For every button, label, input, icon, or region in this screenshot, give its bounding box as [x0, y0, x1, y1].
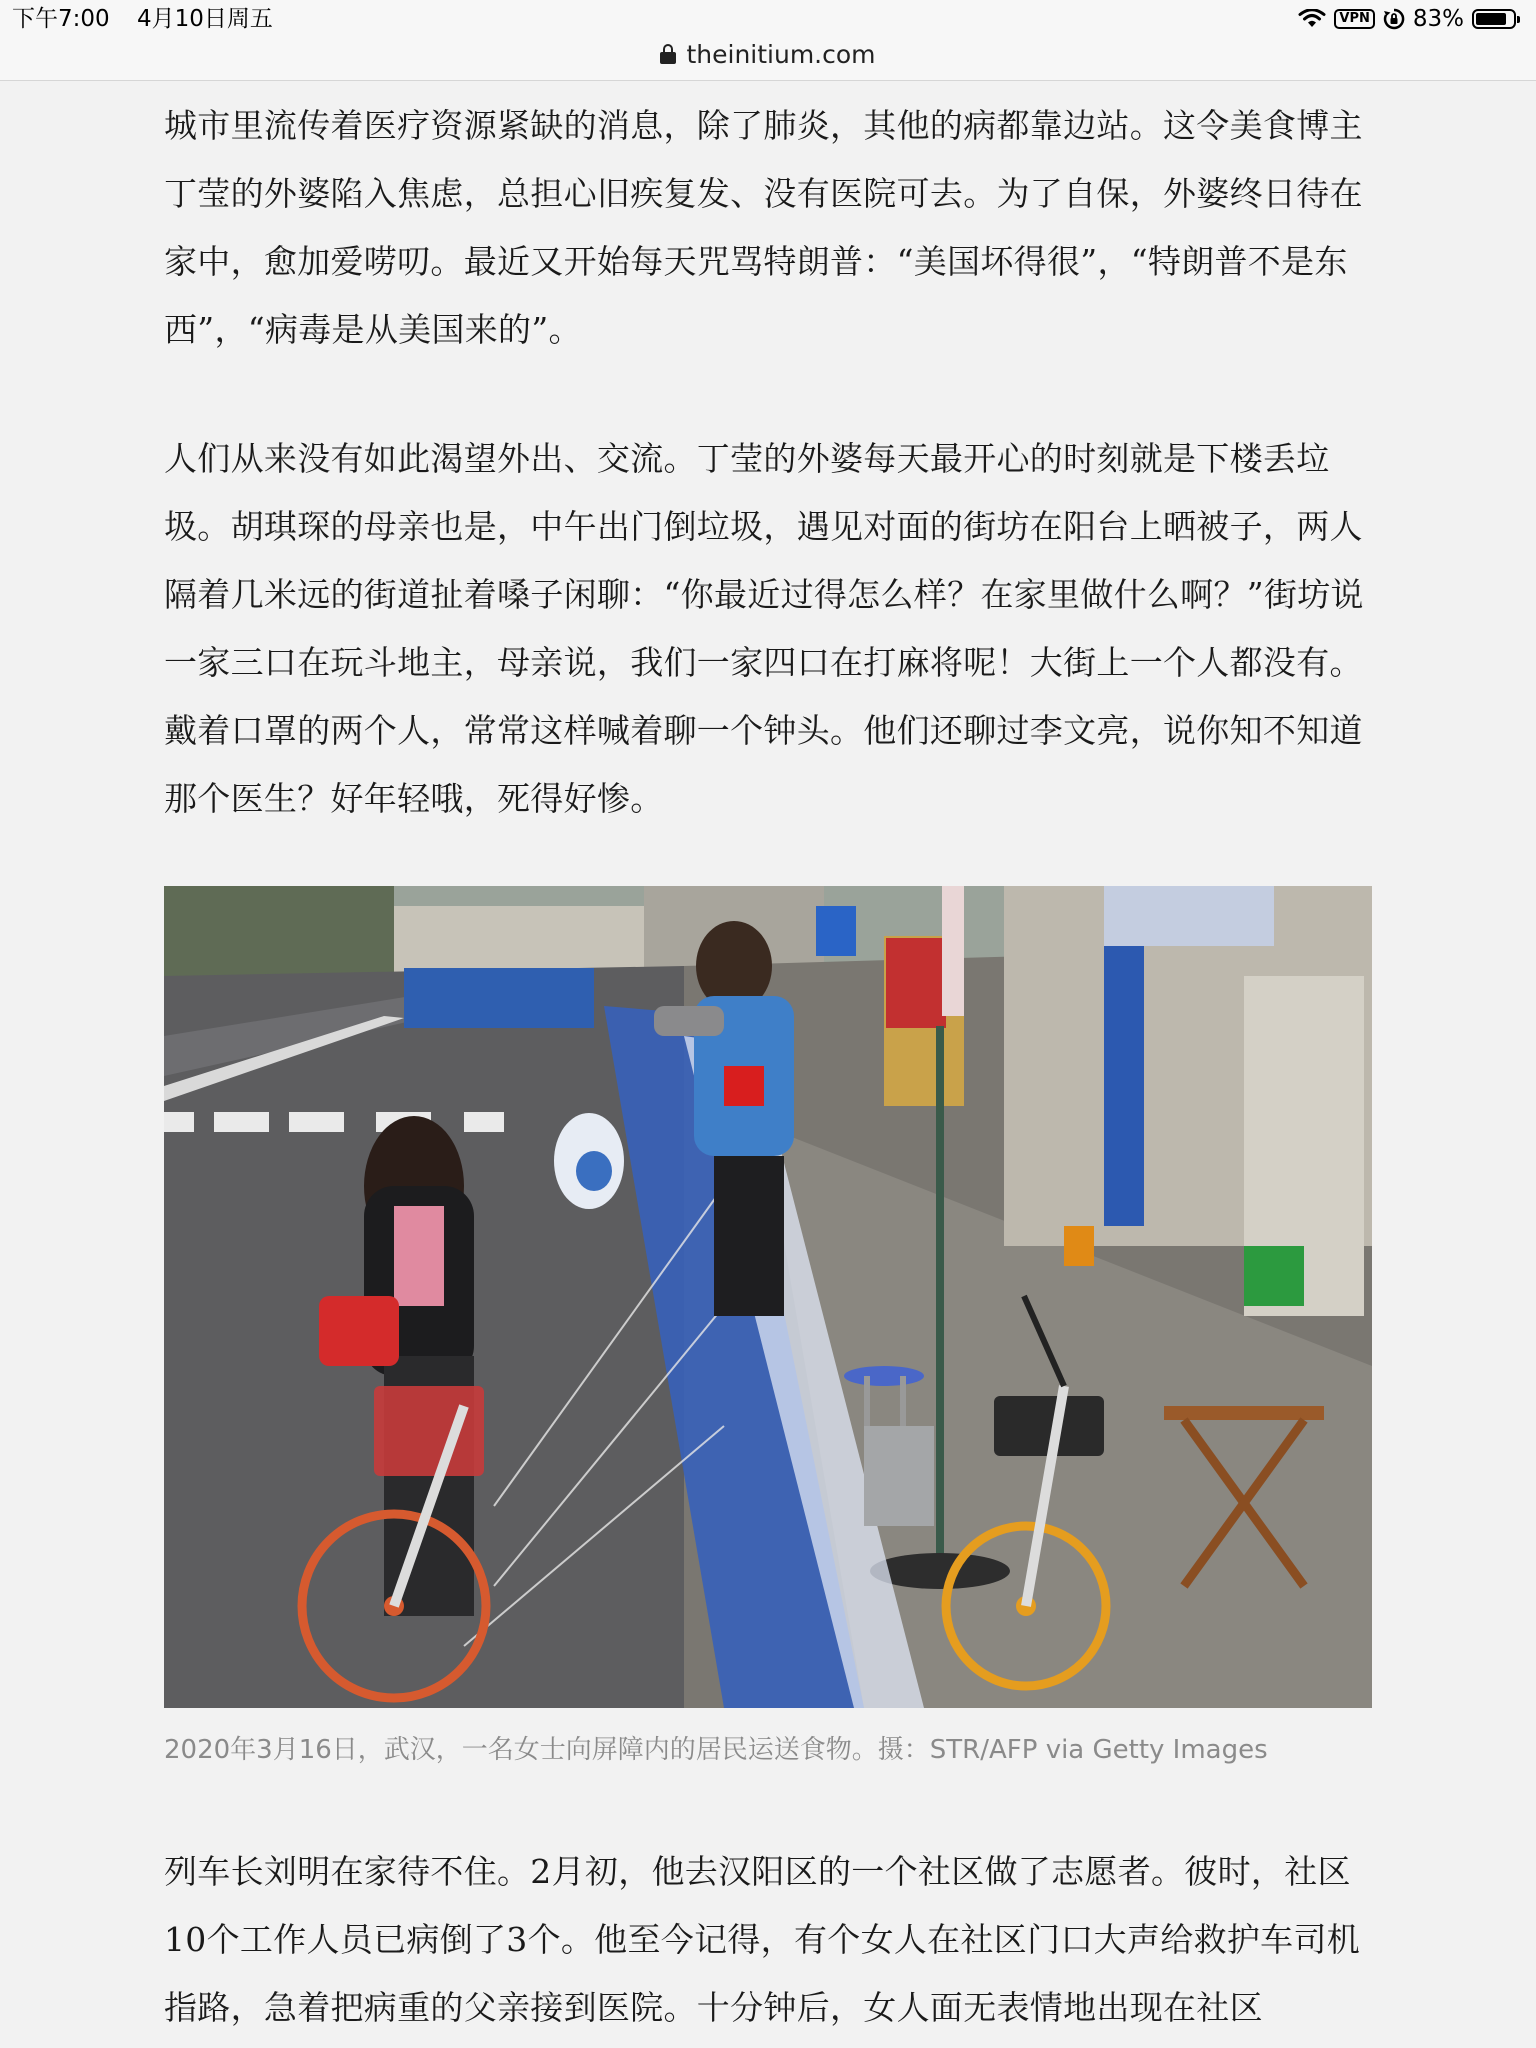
article-paragraph: 人们从来没有如此渴望外出、交流。丁莹的外婆每天最开心的时刻就是下楼丢垃圾。胡琪琛的母亲也是，中午出门倒垃圾，遇见对面的街坊在阳台上晒被子，两人隔着几米远的街道扯着嗓子闲聊：“你最近过得怎么样？在家里做什么啊？”街坊说一家三口在玩斗地主，母亲说，我们一家四口在打麻将呢！大街上一个人都没有。戴着口罩的两个人，常常这样喊着聊一个钟头。他们还聊过李文亮，说你知不知道那个医生？好年轻哦，死得好惨。	[164, 439, 1364, 818]
lock-icon	[660, 44, 676, 64]
battery-percent: 83%	[1412, 6, 1464, 32]
vpn-badge: VPN	[1334, 9, 1374, 29]
status-date: 4月10日周五	[137, 6, 273, 32]
status-indicators	[1298, 4, 1522, 34]
browser-top-bar	[0, 0, 1536, 81]
article-paragraph: 城市里流传着医疗资源紧缺的消息，除了肺炎，其他的病都靠边站。这令美食博主丁莹的外婆陷入焦虑，总担心旧疾复发、没有医院可去。为了自保，外婆终日待在家中，愈加爱唠叨。最近又开始每天咒骂特朗普：“美国坏得很”，“特朗普不是东西”，“病毒是从美国来的”。	[164, 106, 1363, 349]
orientation-lock-icon	[1383, 8, 1405, 30]
address-bar[interactable]	[0, 36, 1536, 72]
photo-caption: 2020年3月16日，武汉，一名女士向屏障内的居民运送食物。摄：STR/AFP via Getty Images	[164, 1735, 1268, 1765]
article-photo[interactable]	[164, 886, 1372, 1708]
battery-icon	[1472, 9, 1516, 29]
street-barrier-photo	[164, 886, 1372, 1708]
wifi-icon	[1298, 9, 1326, 29]
battery-level	[1476, 13, 1506, 25]
status-time: 下午7:00	[12, 6, 110, 32]
article-paragraph: 列车长刘明在家待不住。2月初，他去汉阳区的一个社区做了志愿者。彼时，社区10个工作人员已病倒了3个。他至今记得，有个女人在社区门口大声给救护车司机指路，急着把病重的父亲接到医院。十分钟后，女人面无表情地出现在社区	[164, 1852, 1361, 2027]
url-domain[interactable]: theinitium.com	[686, 39, 876, 69]
